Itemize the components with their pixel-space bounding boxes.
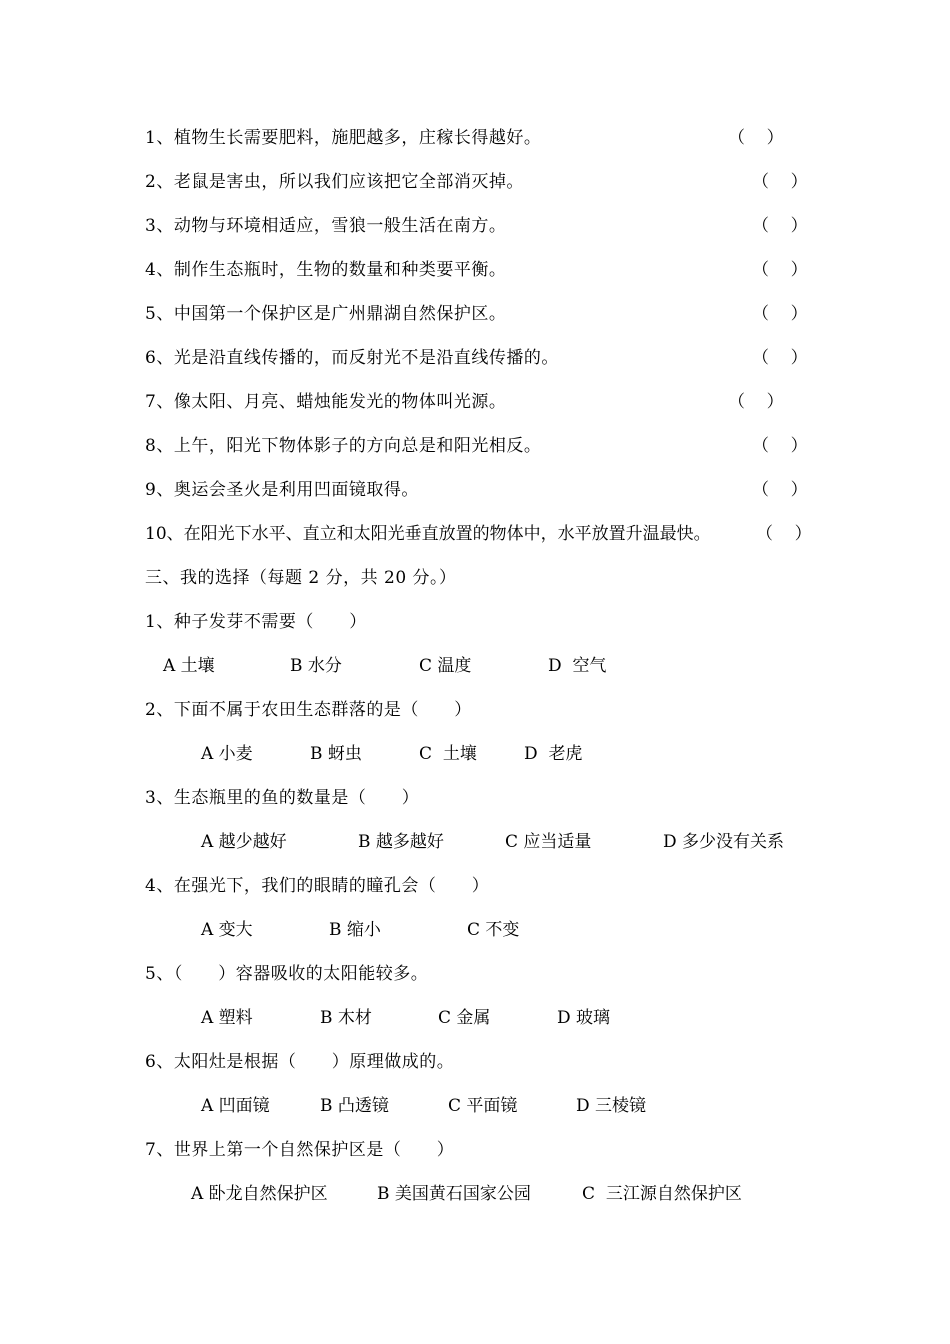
judgement-answer-blank-10[interactable]: （ ） [756,524,812,544]
choice-question-1-option-a[interactable]: A 土壤 [163,656,215,676]
choice-question-7-option-a[interactable]: A 卧龙自然保护区 [191,1184,328,1204]
judgement-item-7: 7、像太阳、月亮、蜡烛能发光的物体叫光源。 [145,392,507,412]
choice-question-3-stem: 3、生态瓶里的鱼的数量是（ ） [145,788,420,808]
judgement-answer-blank-7[interactable]: （ ） [728,392,784,412]
choice-question-1-option-b[interactable]: B 水分 [290,656,342,676]
judgement-answer-blank-6[interactable]: （ ） [752,348,808,368]
choice-question-1-option-d[interactable]: D 空气 [548,656,607,676]
choice-question-3-option-b[interactable]: B 越多越好 [358,832,444,852]
choice-question-5-option-a[interactable]: A 塑料 [201,1008,253,1028]
choice-question-4-option-b[interactable]: B 缩小 [329,920,381,940]
choice-question-5-option-d[interactable]: D 玻璃 [557,1008,611,1028]
choice-question-3-option-c[interactable]: C 应当适量 [505,832,592,852]
judgement-item-1: 1、植物生长需要肥料，施肥越多，庄稼长得越好。 [145,128,542,148]
choice-question-6-stem: 6、太阳灶是根据（ ）原理做成的。 [145,1052,455,1072]
judgement-answer-blank-5[interactable]: （ ） [752,304,808,324]
judgement-item-10: 10、在阳光下水平、直立和太阳光垂直放置的物体中，水平放置升温最快。 [145,524,711,544]
judgement-answer-blank-9[interactable]: （ ） [752,480,808,500]
judgement-answer-blank-1[interactable]: （ ） [728,128,784,148]
choice-question-2-option-b[interactable]: B 蚜虫 [310,744,362,764]
choice-question-6-option-a[interactable]: A 凹面镜 [201,1096,270,1116]
choice-question-5-option-c[interactable]: C 金属 [438,1008,491,1028]
choice-question-5-stem: 5、（ ）容器吸收的太阳能较多。 [145,964,429,984]
choice-question-2-option-a[interactable]: A 小麦 [201,744,253,764]
choice-question-6-option-d[interactable]: D 三棱镜 [576,1096,647,1116]
choice-question-7-option-c[interactable]: C 三江源自然保护区 [582,1184,742,1204]
choice-question-4-option-a[interactable]: A 变大 [201,920,253,940]
choice-question-6-option-b[interactable]: B 凸透镜 [320,1096,389,1116]
judgement-item-4: 4、制作生态瓶时，生物的数量和种类要平衡。 [145,260,507,280]
choice-question-4-stem: 4、在强光下，我们的眼睛的瞳孔会（ ） [145,876,490,896]
judgement-answer-blank-2[interactable]: （ ） [752,172,808,192]
judgement-answer-blank-4[interactable]: （ ） [752,260,808,280]
judgement-item-5: 5、中国第一个保护区是广州鼎湖自然保护区。 [145,304,507,324]
judgement-answer-blank-8[interactable]: （ ） [752,436,808,456]
choice-question-3-option-a[interactable]: A 越少越好 [201,832,287,852]
choice-question-2-stem: 2、下面不属于农田生态群落的是（ ） [145,700,472,720]
choice-question-2-option-d[interactable]: D 老虎 [524,744,583,764]
judgement-item-3: 3、动物与环境相适应，雪狼一般生活在南方。 [145,216,507,236]
judgement-answer-blank-3[interactable]: （ ） [752,216,808,236]
choice-question-4-option-c[interactable]: C 不变 [467,920,520,940]
choice-question-1-option-c[interactable]: C 温度 [419,656,472,676]
choice-question-2-option-c[interactable]: C 土壤 [419,744,477,764]
choice-question-7-stem: 7、世界上第一个自然保护区是（ ） [145,1140,455,1160]
section-title: 三、我的选择（每题 2 分，共 20 分。） [145,568,457,588]
choice-question-6-option-c[interactable]: C 平面镜 [448,1096,518,1116]
judgement-item-2: 2、老鼠是害虫，所以我们应该把它全部消灭掉。 [145,172,524,192]
judgement-item-6: 6、光是沿直线传播的，而反射光不是沿直线传播的。 [145,348,559,368]
choice-question-7-option-b[interactable]: B 美国黄石国家公园 [377,1184,531,1204]
choice-question-1-stem: 1、种子发芽不需要（ ） [145,612,367,632]
choice-question-5-option-b[interactable]: B 木材 [320,1008,372,1028]
judgement-item-8: 8、上午，阳光下物体影子的方向总是和阳光相反。 [145,436,542,456]
judgement-item-9: 9、奥运会圣火是利用凹面镜取得。 [145,480,419,500]
choice-question-3-option-d[interactable]: D 多少没有关系 [663,832,785,852]
